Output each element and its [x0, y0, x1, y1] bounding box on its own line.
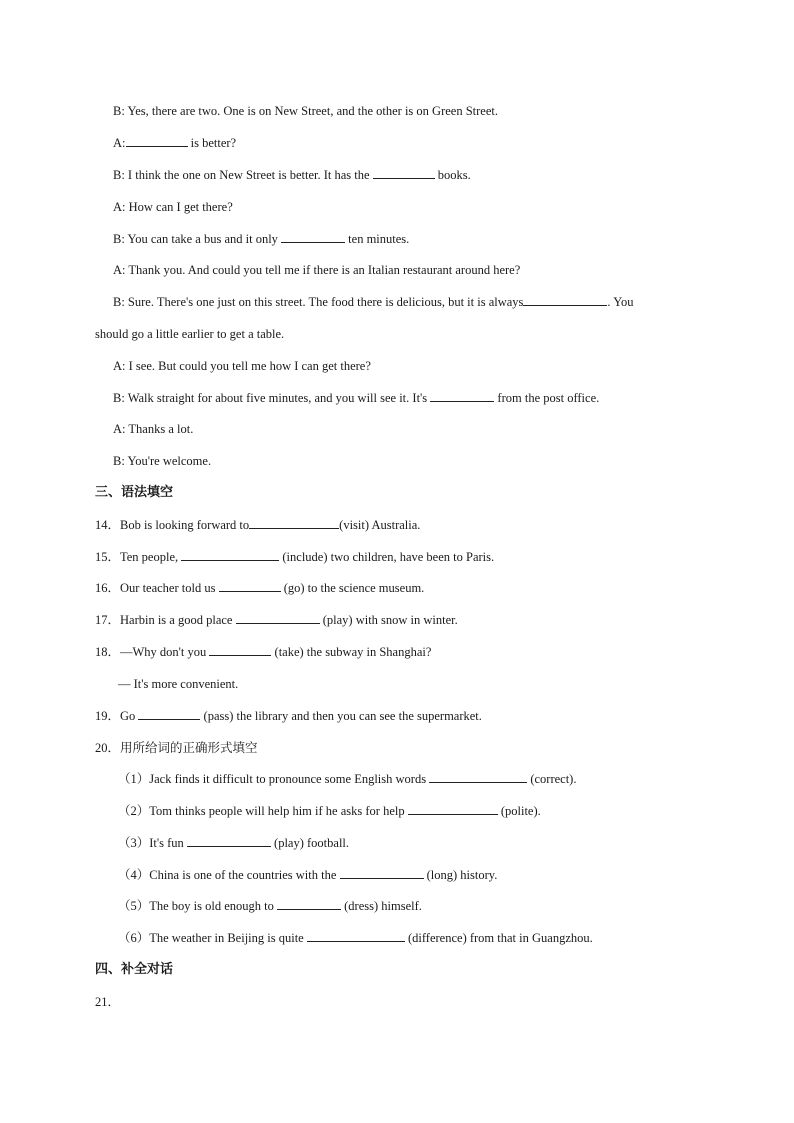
- dialogue-line: A: How can I get there?: [113, 200, 233, 214]
- dialogue-line: B: I think the one on New Street is better. It has the books.: [113, 168, 471, 182]
- dialogue-line: A: I see. But could you tell me how I can get there?: [113, 359, 371, 373]
- answer-blank[interactable]: [408, 803, 498, 815]
- dialogue-line: A: Thanks a lot.: [113, 422, 194, 436]
- answer-blank[interactable]: [236, 612, 320, 624]
- dialogue-line: B: You can take a bus and it only ten minutes.: [113, 232, 410, 246]
- sub-question-5: （5）The boy is old enough to (dress) himself.: [118, 899, 422, 913]
- question-16: 16．Our teacher told us (go) to the science museum.: [95, 581, 425, 595]
- answer-blank[interactable]: [307, 930, 405, 942]
- section-heading: 四、补全对话: [95, 962, 174, 977]
- question-18-answer: — It's more convenient.: [118, 677, 239, 691]
- dialogue-line: should go a little earlier to get a table.: [95, 327, 285, 341]
- question-14: 14．Bob is looking forward to (visit) Australia.: [95, 518, 421, 532]
- question-20: 20．用所给词的正确形式填空: [95, 741, 258, 755]
- answer-blank[interactable]: [281, 231, 345, 243]
- sub-question-2: （2）Tom thinks people will help him if he asks for help (polite).: [118, 804, 541, 818]
- answer-blank[interactable]: [249, 517, 339, 529]
- question-18: 18．—Why don't you (take) the subway in Shanghai?: [95, 645, 432, 659]
- dialogue-line: B: Sure. There's one just on this street. The food there is delicious, but it is always . You: [113, 295, 634, 309]
- question-21: 21．: [95, 995, 121, 1009]
- dialogue-line: A: is better?: [113, 136, 237, 150]
- section-heading: 三、语法填空: [95, 485, 174, 500]
- answer-blank[interactable]: [523, 294, 607, 306]
- question-15: 15．Ten people, (include) two children, have been to Paris.: [95, 550, 495, 564]
- sub-question-3: （3）It's fun (play) football.: [118, 836, 350, 850]
- question-19: 19．Go (pass) the library and then you can see the supermarket.: [95, 709, 482, 723]
- answer-blank[interactable]: [187, 835, 271, 847]
- answer-blank[interactable]: [126, 135, 188, 147]
- answer-blank[interactable]: [277, 898, 341, 910]
- dialogue-line: B: Yes, there are two. One is on New Street, and the other is on Green Street.: [113, 104, 498, 118]
- answer-blank[interactable]: [138, 708, 200, 720]
- answer-blank[interactable]: [181, 549, 279, 561]
- answer-blank[interactable]: [429, 771, 527, 783]
- answer-blank[interactable]: [219, 580, 281, 592]
- answer-blank[interactable]: [430, 390, 494, 402]
- question-17: 17．Harbin is a good place (play) with snow in winter.: [95, 613, 458, 627]
- sub-question-1: （1）Jack finds it difficult to pronounce some English words (correct).: [118, 772, 577, 786]
- dialogue-line: A: Thank you. And could you tell me if there is an Italian restaurant around here?: [113, 263, 521, 277]
- sub-question-6: （6）The weather in Beijing is quite (difference) from that in Guangzhou.: [118, 931, 593, 945]
- dialogue-line: B: Walk straight for about five minutes, and you will see it. It's from the post office.: [113, 391, 600, 405]
- sub-question-4: （4）China is one of the countries with the (long) history.: [118, 868, 498, 882]
- answer-blank[interactable]: [373, 167, 435, 179]
- answer-blank[interactable]: [209, 644, 271, 656]
- dialogue-line: B: You're welcome.: [113, 454, 212, 468]
- answer-blank[interactable]: [340, 867, 424, 879]
